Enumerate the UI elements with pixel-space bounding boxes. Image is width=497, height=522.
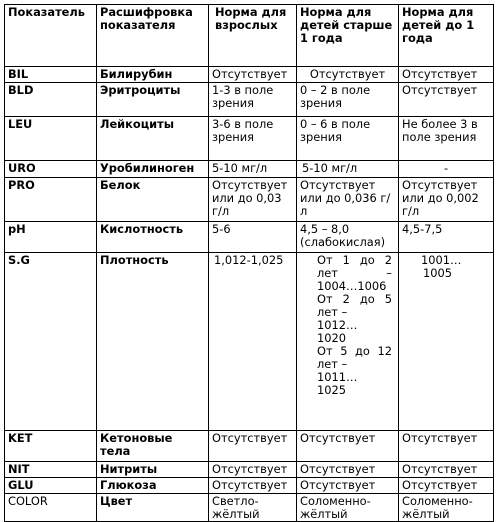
adult-norm: Отсутствует	[209, 67, 297, 83]
table-row	[5, 67, 494, 83]
indicator-name: Нитриты	[97, 462, 209, 478]
indicator-name: Лейкоциты	[97, 117, 209, 161]
adult-norm: Отсутствует	[209, 478, 297, 494]
table-row	[5, 253, 494, 431]
indicator-code: KET	[5, 431, 97, 462]
density-line: От 1 до 2	[317, 253, 393, 267]
indicator-name: Эритроциты	[97, 83, 209, 117]
urinalysis-norms-table	[4, 4, 494, 522]
infant-norm: Отсутствует	[399, 83, 494, 117]
child-norm: Отсутствует	[297, 478, 399, 494]
infant-norm-density	[399, 253, 494, 431]
adult-norm: 5-10 мг/л	[209, 161, 297, 178]
indicator-code: LEU	[5, 117, 97, 161]
indicator-name: Билирубин	[97, 67, 209, 83]
table-row	[5, 117, 494, 161]
infant-norm: Отсутствует или до 0,002 г/л	[399, 178, 494, 222]
header-decoding: Расшифровка показателя	[97, 5, 209, 67]
indicator-name: Уробилиноген	[97, 161, 209, 178]
child-norm: Отсутствует	[297, 67, 399, 83]
density-line: лет –	[317, 305, 348, 319]
indicator-code: URO	[5, 161, 97, 178]
infant-norm: Отсутствует	[399, 67, 494, 83]
child-norm: 0 – 2 в поле зрения	[297, 83, 399, 117]
indicator-name: Белок	[97, 178, 209, 222]
density-line: От 2 до 5	[317, 292, 393, 306]
indicator-code: BLD	[5, 83, 97, 117]
density-line: лет –	[317, 266, 392, 280]
child-norm: Отсутствует	[297, 462, 399, 478]
density-line: 1020	[317, 331, 346, 345]
table-row	[5, 83, 494, 117]
adult-norm: Отсутствует	[209, 462, 297, 478]
indicator-code: GLU	[5, 478, 97, 494]
density-line: От 5 до 12	[317, 344, 392, 358]
child-norm: Соломенно-жёлтый	[297, 494, 399, 522]
adult-norm: 5-6	[209, 222, 297, 253]
density-line: 1012…	[317, 318, 358, 332]
indicator-code: BIL	[5, 67, 97, 83]
adult-norm: Отсутствует или до 0,03 г/л	[209, 178, 297, 222]
infant-norm: 4,5-7,5	[399, 222, 494, 253]
table-row	[5, 494, 494, 522]
indicator-name: Кислотность	[97, 222, 209, 253]
infant-norm: Отсутствует	[399, 431, 494, 462]
adult-norm: Светло-жёлтый	[209, 494, 297, 522]
density-line: 1025	[317, 383, 346, 397]
indicator-name: Глюкоза	[97, 478, 209, 494]
infant-norm: -	[399, 161, 494, 178]
adult-norm: 1-3 в поле зрения	[209, 83, 297, 117]
adult-norm: Отсутствует	[209, 431, 297, 462]
density-line: 1004…1006	[317, 279, 387, 293]
indicator-code: COLOR	[5, 494, 97, 522]
table-row	[5, 431, 494, 462]
table-row	[5, 478, 494, 494]
indicator-code: NIT	[5, 462, 97, 478]
table-row	[5, 222, 494, 253]
indicator-code: S.G	[5, 253, 97, 431]
child-norm: 0 – 6 в поле зрения	[297, 117, 399, 161]
header-infant-norm: Норма для детей до 1 года	[399, 5, 494, 67]
indicator-code: pH	[5, 222, 97, 253]
adult-norm: 1,012-1,025	[209, 253, 297, 431]
header-indicator: Показатель	[5, 5, 97, 67]
infant-norm: Не более 3 в поле зрения	[399, 117, 494, 161]
table-header-row	[5, 5, 494, 67]
child-norm: Отсутствует	[297, 431, 399, 462]
indicator-name: Кетоновые тела	[97, 431, 209, 462]
indicator-name: Плотность	[97, 253, 209, 431]
table-row	[5, 462, 494, 478]
infant-norm: Отсутствует	[399, 478, 494, 494]
table-row	[5, 161, 494, 178]
infant-norm: Соломенно-жёлтый	[399, 494, 494, 522]
child-norm: 5-10 мг/л	[297, 161, 399, 178]
child-norm: Отсутствует или до 0,036 г/л	[297, 178, 399, 222]
indicator-name: Цвет	[97, 494, 209, 522]
header-child-norm: Норма для детей старше 1 года	[297, 5, 399, 67]
child-norm: 4,5 – 8,0 (слабокислая)	[297, 222, 399, 253]
density-line: 1001…	[421, 253, 462, 267]
infant-norm: Отсутствует	[399, 462, 494, 478]
header-adult-norm: Норма для взрослых	[209, 5, 297, 67]
indicator-code: PRO	[5, 178, 97, 222]
child-norm-density	[297, 253, 399, 431]
density-line: 1011…	[317, 370, 358, 384]
adult-norm: 3-6 в поле зрения	[209, 117, 297, 161]
density-line: 1005	[423, 266, 452, 280]
table-row	[5, 178, 494, 222]
density-line: лет –	[317, 357, 348, 371]
